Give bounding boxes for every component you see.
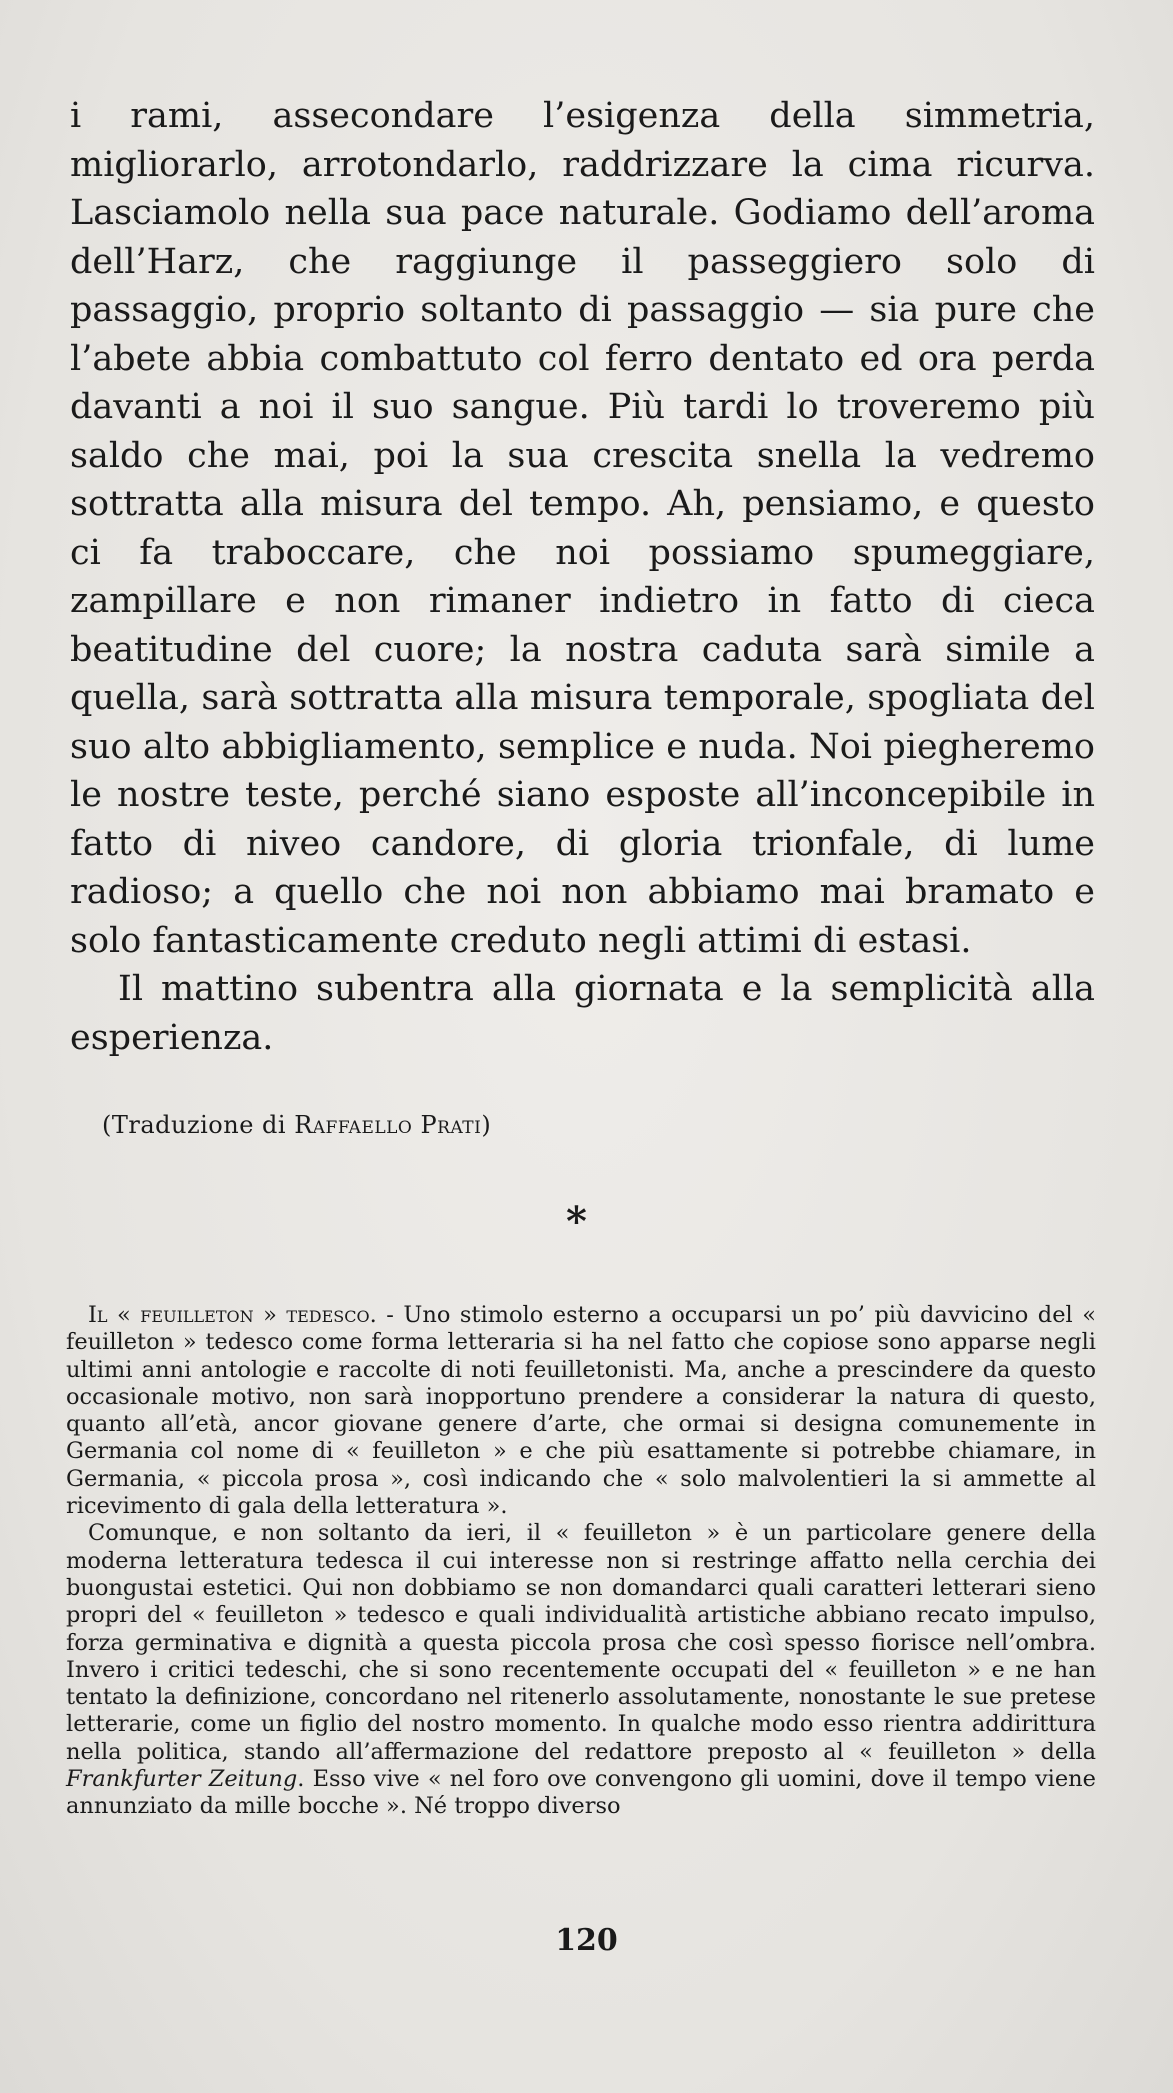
section-paragraph-2-text-b: . Esso vive « nel foro ove convengono gli uomini, dove il tempo viene annunziato da mille bocche ». Né troppo diverso <box>66 1766 1096 1820</box>
credit-suffix: ) <box>481 1111 492 1139</box>
translation-credit <box>102 1111 491 1139</box>
credit-prefix: (Traduzione di <box>102 1111 295 1139</box>
section-heading: Il « feuilleton » tedesco. <box>88 1302 377 1328</box>
section-paragraph-2-text-a: Comunque, e non soltanto da ieri, il « feuilleton » è un particolare genere della moderna letteratura tedesca il cui interesse non si restringe affatto nella cerchia dei buongustai estetici. Qui non dobbiamo se non domandarci quali caratteri letterari sieno propri del « feuilleton » tedesco e quali individualità artistiche abbiano recato impulso, forza germinativa e dignità a questa piccola prosa che così spesso fiorisce nell’ombra. Invero i critici tedeschi, che si sono recentemente occupati del « feuilleton » e ne han tentato la definizione, concordano nel ritenerlo assolutamente, nonostante le sue pretese letterarie, come un figlio del nostro momento. In qualche modo esso rientra addirittura nella politica, stando all’affermazione del redattore preposto al « feuilleton » della <box>66 1520 1096 1765</box>
page-number: 120 <box>555 1923 618 1958</box>
section-paragraph-1 <box>66 1302 1096 1520</box>
newspaper-title: Frankfurter Zeitung <box>66 1766 298 1793</box>
main-paragraph-1: i rami, assecondare l’esigenza della simmetria, migliorarlo, arrotondarlo, raddrizzare la cima ricurva. Lasciamolo nella sua pace naturale. Godiamo dell’aroma dell’Harz, che raggiunge il passeggiero solo di passaggio, proprio soltanto di passaggio — sia pure che l’abete abbia combattuto col ferro dentato ed ora perda davanti a noi il suo sangue. Più tardi lo troveremo più saldo che mai, poi la sua crescita snella la vedremo sottratta alla misura del tempo. Ah, pensiamo, e questo ci fa traboccare, che noi possiamo spumeggiare, zampillare e non rimaner indietro in fatto di cieca beatitudine del cuore; la nostra caduta sarà simile a quella, sarà sottratta alla misura temporale, spogliata del suo alto abbigliamento, semplice e nuda. Noi piegheremo le nostre teste, perché siano esposte all’inconcepibile in fatto di niveo candore, di gloria trionfale, di lume radioso; a quello che noi non abbiamo mai bramato e solo fantasticamente creduto negli attimi di estasi. <box>70 96 1095 961</box>
section-paragraph-1-text: - Uno stimolo esterno a occuparsi un po’ più davvicino del « feuilleton » tedesco come forma letteraria si ha nel fatto che copiose sono apparse negli ultimi anni antologie e raccolte di noti feuilletonisti. Ma, anche a prescindere da questo occasionale motivo, non sarà inopportuno prendere a considerar la natura di questo, quanto all’età, ancor giovane genere d’arte, che ormai si designa comunemente in Germania col nome di « feuilleton » e che più esattamente si potrebbe chiamare, in Germania, « piccola prosa », così indicando che « solo malvolentieri la si ammette al ricevimento di gala della letteratura ». <box>66 1302 1096 1520</box>
main-text <box>70 92 1095 1062</box>
feuilleton-section <box>66 1302 1096 1821</box>
main-paragraph-2: Il mattino subentra alla giornata e la semplicità alla esperienza. <box>70 969 1095 1058</box>
section-separator: * <box>566 1198 587 1245</box>
section-paragraph-2 <box>66 1520 1096 1820</box>
translator-name: Raffaello Prati <box>294 1111 482 1139</box>
